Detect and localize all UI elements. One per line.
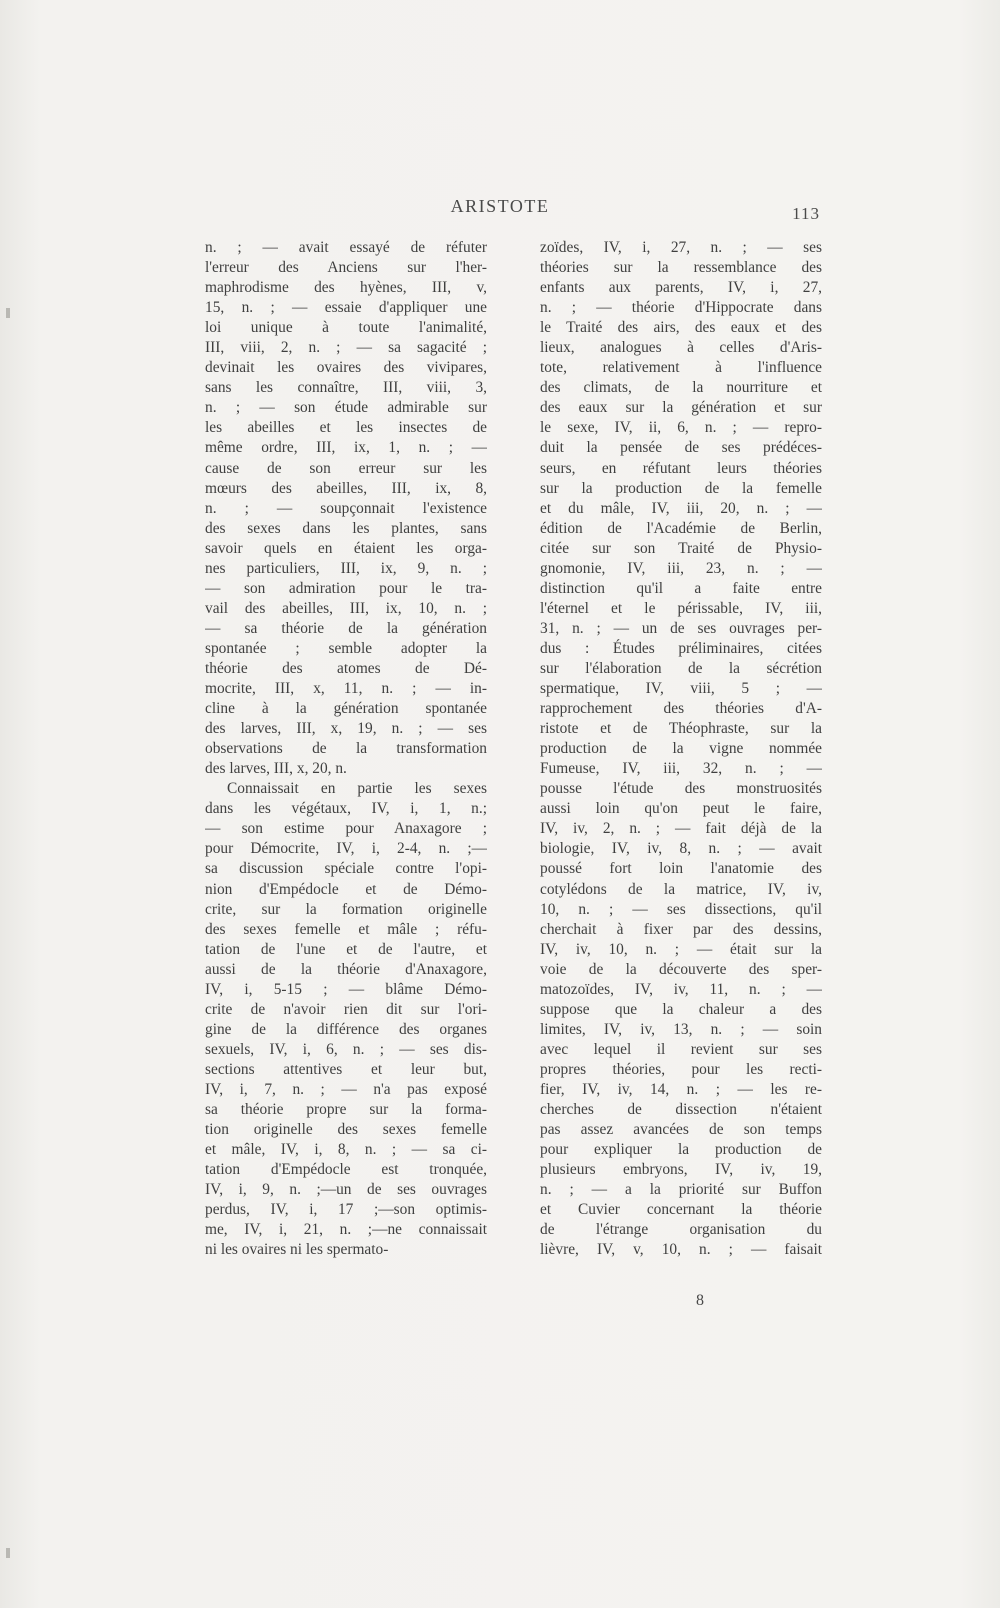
text-line: IV, iv, 10, n. ; — était sur la — [540, 940, 822, 958]
text-line: spermatique, IV, viii, 5 ; — — [540, 680, 822, 698]
text-line: des climats, de la nourriture et — [540, 379, 822, 397]
text-line: suppose que la chaleur a des — [540, 1000, 822, 1018]
binding-mark — [6, 308, 10, 318]
text-line: aussi loin qu'on peut le faire, — [540, 800, 822, 818]
text-line: spontanée ; semble adopter la — [205, 639, 487, 657]
text-line: de l'étrange organisation du — [540, 1221, 822, 1239]
text-line: cotylédons de la matrice, IV, iv, — [540, 880, 822, 898]
text-line: tote, relativement à l'influence — [540, 359, 822, 377]
text-line: vail des abeilles, III, ix, 10, n. ; — [205, 599, 487, 617]
text-line: poussé fort loin l'anatomie des — [540, 860, 822, 878]
text-line: perdus, IV, i, 17 ;—son optimis- — [205, 1201, 487, 1219]
text-line: 15, n. ; — essaie d'appliquer une — [205, 299, 487, 317]
text-line: dus : Études préliminaires, citées — [540, 639, 822, 657]
text-line: pousse l'étude des monstruosités — [540, 780, 822, 798]
left-text-column — [205, 238, 487, 1260]
text-line: savoir quels en étaient les orga- — [205, 539, 487, 557]
text-line: et mâle, IV, i, 8, n. ; — sa ci- — [205, 1141, 487, 1159]
text-line: cause de son erreur sur les — [205, 459, 487, 477]
text-line: sections attentives et leur but, — [205, 1060, 487, 1078]
text-line: les abeilles et les insectes de — [205, 419, 487, 437]
text-line: cherchait à fixer par des dessins, — [540, 920, 822, 938]
text-line: citée sur son Traité de Physio- — [540, 539, 822, 557]
text-line: des sexes dans les plantes, sans — [205, 519, 487, 537]
text-line: — son estime pour Anaxagore ; — [205, 820, 487, 838]
text-line: des larves, III, x, 20, n. — [205, 760, 347, 778]
text-line: 31, n. ; — un de ses ouvrages per- — [540, 619, 822, 637]
text-line: observations de la transformation — [205, 740, 487, 758]
text-line: mocrite, III, x, 11, n. ; — in- — [205, 680, 487, 698]
text-line: crite, sur la formation originelle — [205, 900, 487, 918]
text-line: sans les connaître, III, viii, 3, — [205, 379, 487, 397]
text-line: pour expliquer la production de — [540, 1141, 822, 1159]
text-line: avec lequel il revient sur ses — [540, 1040, 822, 1058]
text-line: — sa théorie de la génération — [205, 619, 487, 637]
text-line: voie de la découverte des sper- — [540, 960, 822, 978]
text-line: le sexe, IV, ii, 6, n. ; — repro- — [540, 419, 822, 437]
text-line: lieux, analogues à celles d'Aris- — [540, 339, 822, 357]
text-line: cherches de dissection n'étaient — [540, 1101, 822, 1119]
text-line: nes particuliers, III, ix, 9, n. ; — [205, 559, 487, 577]
text-line: IV, i, 5-15 ; — blâme Démo- — [205, 980, 487, 998]
text-line: n. ; — son étude admirable sur — [205, 399, 487, 417]
text-line: théories sur la ressemblance des — [540, 259, 822, 277]
text-line: mœurs des abeilles, III, ix, 8, — [205, 479, 487, 497]
text-line: me, IV, i, 21, n. ;—ne connaissait — [205, 1221, 487, 1239]
text-line: théorie des atomes de Dé- — [205, 659, 487, 677]
text-line: zoïdes, IV, i, 27, n. ; — ses — [540, 239, 822, 256]
text-line: rapprochement des théories d'A- — [540, 700, 822, 718]
page-number: 113 — [792, 204, 820, 223]
text-line: Fumeuse, IV, iii, 32, n. ; — — [540, 760, 822, 778]
text-line: n. ; — avait essayé de réfuter — [205, 239, 487, 256]
text-line: l'éternel et le périssable, IV, iii, — [540, 599, 822, 617]
text-line: matozoïdes, IV, iv, 11, n. ; — — [540, 980, 822, 998]
text-line: duit la pensée de ses prédéces- — [540, 439, 822, 457]
text-line: n. ; — soupçonnait l'existence — [205, 499, 487, 517]
text-line: cline à la génération spontanée — [205, 700, 487, 718]
text-line: des eaux sur la génération et sur — [540, 399, 822, 417]
text-line: IV, i, 9, n. ;—un de ses ouvrages — [205, 1181, 487, 1199]
page-title: ARISTOTE — [450, 196, 550, 216]
text-line: édition de l'Académie de Berlin, — [540, 519, 822, 537]
text-line: enfants aux parents, IV, i, 27, — [540, 279, 822, 297]
text-line: des larves, III, x, 19, n. ; — ses — [205, 720, 487, 738]
text-line: le Traité des airs, des eaux et des — [540, 319, 822, 337]
text-line: ristote et de Théophraste, sur la — [540, 720, 822, 738]
text-line: tation d'Empédocle est tronquée, — [205, 1161, 487, 1179]
text-line: aussi de la théorie d'Anaxagore, — [205, 960, 487, 978]
text-line: seurs, en réfutant leurs théories — [540, 459, 822, 477]
text-line: propres théories, pour les recti- — [540, 1060, 822, 1078]
text-line: l'erreur des Anciens sur l'her- — [205, 259, 487, 277]
running-head — [0, 196, 1000, 226]
text-line: nion d'Empédocle et de Démo- — [205, 880, 487, 898]
text-line: et du mâle, IV, iii, 20, n. ; — — [540, 499, 822, 517]
text-line: et Cuvier concernant la théorie — [540, 1201, 822, 1219]
text-line: IV, iv, 2, n. ; — fait déjà de la — [540, 820, 822, 838]
text-line: plusieurs embryons, IV, iv, 19, — [540, 1161, 822, 1179]
text-line: même ordre, III, ix, 1, n. ; — — [205, 439, 487, 457]
text-line: tion originelle des sexes femelle — [205, 1121, 487, 1139]
text-line: 10, n. ; — ses dissections, qu'il — [540, 900, 822, 918]
text-line: n. ; — théorie d'Hippocrate dans — [540, 299, 822, 317]
text-line: distinction qu'il a faite entre — [540, 579, 822, 597]
text-line: pour Démocrite, IV, i, 2-4, n. ;— — [205, 840, 487, 858]
text-line: n. ; — a la priorité sur Buffon — [540, 1181, 822, 1199]
text-line: lièvre, IV, v, 10, n. ; — faisait — [540, 1241, 822, 1259]
text-line: limites, IV, iv, 13, n. ; — soin — [540, 1020, 822, 1038]
text-line: sur l'élaboration de la sécrétion — [540, 659, 822, 677]
text-line: tation de l'une et de l'autre, et — [205, 940, 487, 958]
text-line: sexuels, IV, i, 6, n. ; — ses dis- — [205, 1040, 487, 1058]
text-line: des sexes femelle et mâle ; réfu- — [205, 920, 487, 938]
right-text-column — [540, 238, 822, 1260]
binding-mark — [6, 1548, 10, 1558]
text-line: — son admiration pour le tra- — [205, 579, 487, 597]
text-line: sa théorie propre sur la forma- — [205, 1101, 487, 1119]
text-line: IV, i, 7, n. ; — n'a pas exposé — [205, 1080, 487, 1098]
text-line: III, viii, 2, n. ; — sa sagacité ; — [205, 339, 487, 357]
text-line: loi unique à toute l'animalité, — [205, 319, 487, 337]
signature-mark: 8 — [696, 1292, 704, 1309]
text-line: pas assez avancées de son temps — [540, 1121, 822, 1139]
text-line: dans les végétaux, IV, i, 1, n.; — [205, 800, 487, 818]
text-line: sa discussion spéciale contre l'opi- — [205, 860, 487, 878]
text-line: ni les ovaires ni les spermato- — [205, 1241, 389, 1259]
text-line: fier, IV, iv, 14, n. ; — les re- — [540, 1080, 822, 1098]
text-line: gnomonie, IV, iii, 23, n. ; — — [540, 559, 822, 577]
text-line: Connaissait en partie les sexes — [227, 780, 487, 798]
text-line: biologie, IV, iv, 8, n. ; — avait — [540, 840, 822, 858]
text-line: production de la vigne nommée — [540, 740, 822, 758]
text-line: maphrodisme des hyènes, III, v, — [205, 279, 487, 297]
text-line: gine de la différence des organes — [205, 1020, 487, 1038]
text-line: devinait les ovaires des vivipares, — [205, 359, 487, 377]
text-line: sur la production de la femelle — [540, 479, 822, 497]
text-line: crite de n'avoir rien dit sur l'ori- — [205, 1000, 487, 1018]
